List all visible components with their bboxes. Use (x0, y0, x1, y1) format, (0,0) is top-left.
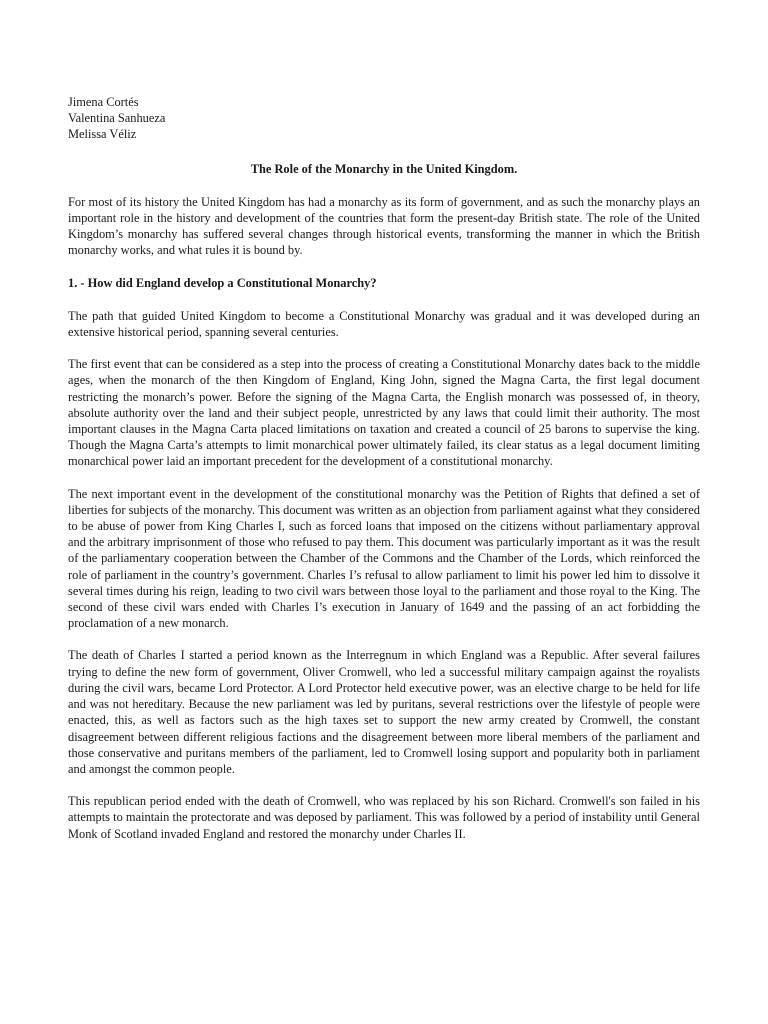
body-paragraph: The next important event in the development of the constitutional monarchy was the Petition of Rights that defined a set of liberties for subjects of the monarchy. This document was written as an objection from parliament against what they considered to be abuse of power from King Charles I, such as forced loans that imposed on the citizens without parliamentary approval and the arbitrary imprisonment of those who refused to pay them. This document was particularly important as it was the result of the parliamentary cooperation between the Chamber of the Commons and the Chamber of the Lords, which reinforced the role of parliament in the country’s government. Charles I’s refusal to allow parliament to limit his power led him to dissolve it several times during his reign, leading to two civil wars between those loyal to the parliament and those royal to the King. The second of these civil wars ended with Charles I’s execution in January of 1649 and the passing of an act forbidding the proclamation of a new monarch. (68, 486, 700, 631)
body-paragraph: This republican period ended with the death of Cromwell, who was replaced by his son Richard. Cromwell's son failed in his attempts to maintain the protectorate and was deposed by parliament. This was followed by a period of instability until General Monk of Scotland invaded England and restored the monarchy under Charles II. (68, 794, 700, 841)
document-title: The Role of the Monarchy in the United Kingdom. (250, 161, 518, 176)
body-paragraph: The first event that can be considered as a step into the process of creating a Constitutional Monarchy dates back to the middle ages, when the monarch of the then Kingdom of England, King John, signed the Magna Carta, the first legal document restricting the monarch’s power. Before the signing of the Magna Carta, the English monarch was possessed of, in theory, absolute authority over the land and their subject people, unrestricted by any laws that could limit their authority. The most important clauses in the Magna Carta placed limitations on taxation and created a council of 25 barons to supervise the king. Though the Magna Carta’s attempts to limit monarchical power ultimately failed, its clear status as a legal document limiting monarchical power laid an important precedent for the development of a constitutional monarchy. (68, 357, 700, 469)
intro-paragraph: For most of its history the United Kingdom has had a monarchy as its form of government, and as such the monarchy plays an important role in the history and development of the countries that form the present-day British state. The role of the United Kingdom’s monarchy has suffered several changes through historical events, transforming the manner in which the British monarchy works, and what rules it is bound by. (68, 194, 700, 258)
author-name: Melissa Véliz (68, 127, 137, 142)
author-name: Jimena Cortés (68, 95, 139, 109)
body-paragraph: The death of Charles I started a period known as the Interregnum in which England was a Republic. After several failures trying to define the new form of government, Oliver Cromwell, who led a successful military campaign against the royalists during the civil wars, became Lord Protector. A Lord Protector held executive power, was an elective charge to be held for life and was not hereditary. Because the new parliament was led by puritans, several restrictions over the lifestyle of people were enacted, this, as well as factors such as the high taxes set to support the new army created by Cromwell, the constant disagreement between different religious factions and the disagreement between more liberal members of the parliament and those conservative and puritans members of the parliament, led to Cromwell losing support and popularity both in parliament and amongst the common people. (68, 648, 700, 776)
section-heading: 1. - How did England develop a Constitutional Monarchy? (68, 275, 377, 290)
body-paragraph: The path that guided United Kingdom to become a Constitutional Monarchy was gradual and it was developed during an extensive historical period, spanning several centuries. (68, 308, 700, 340)
author-name: Valentina Sanhueza (68, 111, 166, 126)
author-list (68, 94, 700, 143)
